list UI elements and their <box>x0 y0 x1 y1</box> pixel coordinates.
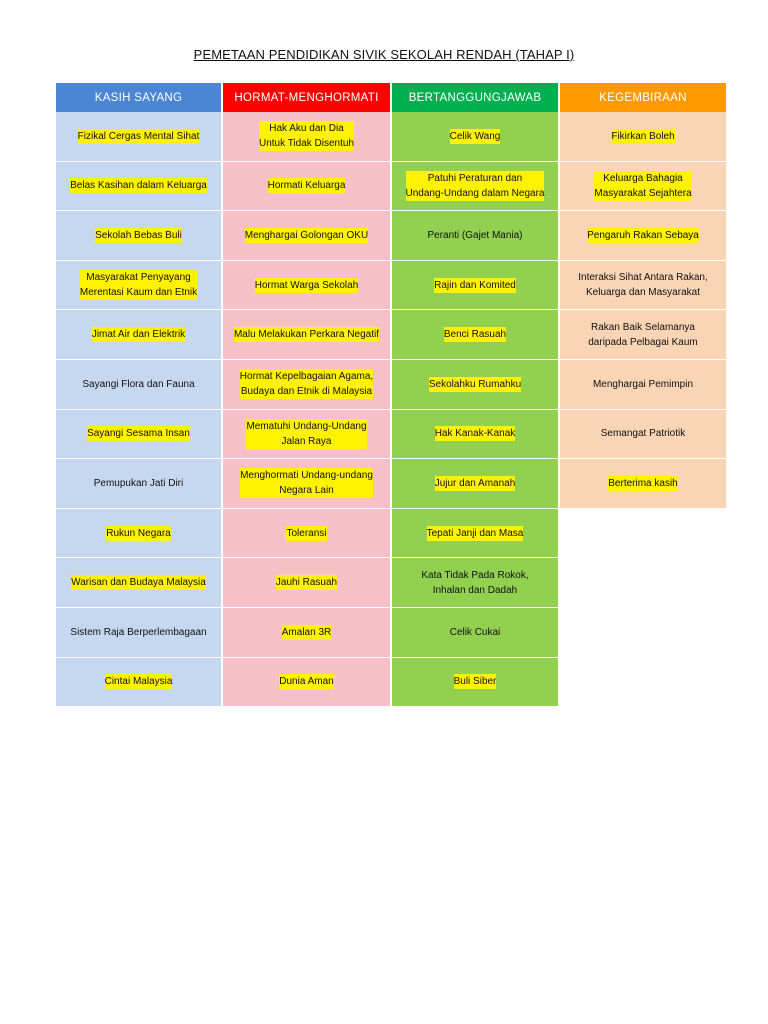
cell-text: Hak Kanak-Kanak <box>434 428 516 440</box>
cell-text: Fikirkan Boleh <box>611 130 675 142</box>
table-cell <box>56 410 221 460</box>
empty-cell <box>560 608 726 658</box>
table-cell <box>56 261 221 311</box>
table-cell <box>56 558 221 608</box>
cell-text: Hormat Warga Sekolah <box>254 279 359 291</box>
cell-text: Pengaruh Rakan Sebaya <box>587 229 699 241</box>
cell-text: Jujur dan Amanah <box>434 477 516 489</box>
table-cell <box>223 509 390 559</box>
cell-text: Peranti (Gajet Mania) <box>427 229 523 241</box>
table-cell <box>56 112 221 162</box>
table-cell <box>392 112 558 162</box>
table-cell <box>56 310 221 360</box>
table-cell <box>56 162 221 212</box>
table-cell <box>392 360 558 410</box>
table-cell <box>392 310 558 360</box>
cell-text: Hormati Keluarga <box>267 180 346 192</box>
table-cell <box>392 509 558 559</box>
cell-text: Tepati Janji dan Masa <box>426 527 524 539</box>
column-header-hormat-menghormati: HORMAT-MENGHORMATI <box>223 83 390 112</box>
table-cell <box>560 211 726 261</box>
table-cell <box>223 310 390 360</box>
civics-mapping-table <box>56 83 726 707</box>
table-cell <box>223 558 390 608</box>
cell-text: Hak Aku dan Dia Untuk Tidak Disentuh <box>258 123 355 150</box>
table-cell <box>560 162 726 212</box>
cell-text: Celik Wang <box>449 130 501 142</box>
cell-text: Pemupukan Jati Diri <box>93 477 184 489</box>
column-header-bertanggungjawab: BERTANGGUNGJAWAB <box>392 83 558 112</box>
cell-text: Patuhi Peraturan dan Undang-Undang dalam Negara <box>405 172 545 199</box>
table-cell <box>223 459 390 509</box>
cell-text: Interaksi Sihat Antara Rakan, Keluarga dan Masyarakat <box>578 272 708 299</box>
cell-text: Benci Rasuah <box>443 329 507 341</box>
cell-text: Menghargai Pemimpin <box>592 378 694 390</box>
column-header-kasih-sayang: KASIH SAYANG <box>56 83 221 112</box>
table-cell <box>56 211 221 261</box>
cell-text: Belas Kasihan dalam Keluarga <box>70 180 207 192</box>
cell-text: Celik Cukai <box>449 626 501 638</box>
table-cell <box>223 658 390 708</box>
cell-text: Sayangi Sesama Insan <box>87 428 190 440</box>
table-cell <box>223 261 390 311</box>
table-cell <box>56 509 221 559</box>
table-cell <box>560 261 726 311</box>
cell-text: Buli Siber <box>453 676 497 688</box>
cell-text: Keluarga Bahagia Masyarakat Sejahtera <box>594 172 692 199</box>
table-cell <box>392 162 558 212</box>
table-cell <box>560 410 726 460</box>
table-cell <box>392 608 558 658</box>
table-cell <box>392 261 558 311</box>
table-cell <box>223 211 390 261</box>
cell-text: Rajin dan Komited <box>434 279 516 291</box>
table-cell <box>392 658 558 708</box>
table-cell <box>560 310 726 360</box>
page-title: PEMETAAN PENDIDIKAN SIVIK SEKOLAH RENDAH (TAHAP I) <box>193 47 575 62</box>
table-cell <box>392 211 558 261</box>
cell-text: Semangat Patriotik <box>600 428 686 440</box>
cell-text: Jauhi Rasuah <box>275 577 338 589</box>
cell-text: Berterima kasih <box>608 477 678 489</box>
cell-text: Rakan Baik Selamanya daripada Pelbagai Kaum <box>588 321 698 348</box>
cell-text: Sekolah Bebas Buli <box>95 229 182 241</box>
empty-cell <box>560 558 726 608</box>
cell-text: Jimat Air dan Elektrik <box>91 329 186 341</box>
table-cell <box>223 112 390 162</box>
cell-text: Cintai Malaysia <box>104 676 173 688</box>
cell-text: Fizikal Cergas Mental Sihat <box>77 130 200 142</box>
cell-text: Kata Tidak Pada Rokok, Inhalan dan Dadah <box>421 569 529 596</box>
table-cell <box>560 459 726 509</box>
empty-cell <box>560 509 726 559</box>
table-cell <box>560 112 726 162</box>
table-cell <box>56 459 221 509</box>
cell-text: Sayangi Flora dan Fauna <box>82 378 195 390</box>
column-header-kegembiraan: KEGEMBIRAAN <box>560 83 726 112</box>
table-cell <box>392 558 558 608</box>
table-cell <box>392 459 558 509</box>
cell-text: Sekolahku Rumahku <box>428 378 522 390</box>
table-cell <box>392 410 558 460</box>
cell-text: Hormat Kepelbagaian Agama, Budaya dan Etnik di Malaysia <box>239 371 374 398</box>
empty-cell <box>560 658 726 708</box>
cell-text: Amalan 3R <box>281 626 332 638</box>
table-cell <box>56 360 221 410</box>
cell-text: Warisan dan Budaya Malaysia <box>71 577 206 589</box>
cell-text: Dunia Aman <box>279 676 334 688</box>
cell-text: Menghargai Golongan OKU <box>244 229 369 241</box>
table-cell <box>560 360 726 410</box>
table-cell <box>223 608 390 658</box>
table-cell <box>56 608 221 658</box>
table-cell <box>56 658 221 708</box>
table-cell <box>223 162 390 212</box>
cell-text: Malu Melakukan Perkara Negatif <box>233 329 380 341</box>
cell-text: Toleransi <box>286 527 327 539</box>
cell-text: Mematuhi Undang-Undang Jalan Raya <box>246 420 367 447</box>
cell-text: Menghormati Undang-undang Negara Lain <box>240 470 373 497</box>
cell-text: Rukun Negara <box>106 527 171 539</box>
cell-text: Sistem Raja Berperlembagaan <box>70 626 207 638</box>
table-cell <box>223 410 390 460</box>
table-cell <box>223 360 390 410</box>
cell-text: Masyarakat Penyayang Merentasi Kaum dan Etnik <box>79 272 198 299</box>
